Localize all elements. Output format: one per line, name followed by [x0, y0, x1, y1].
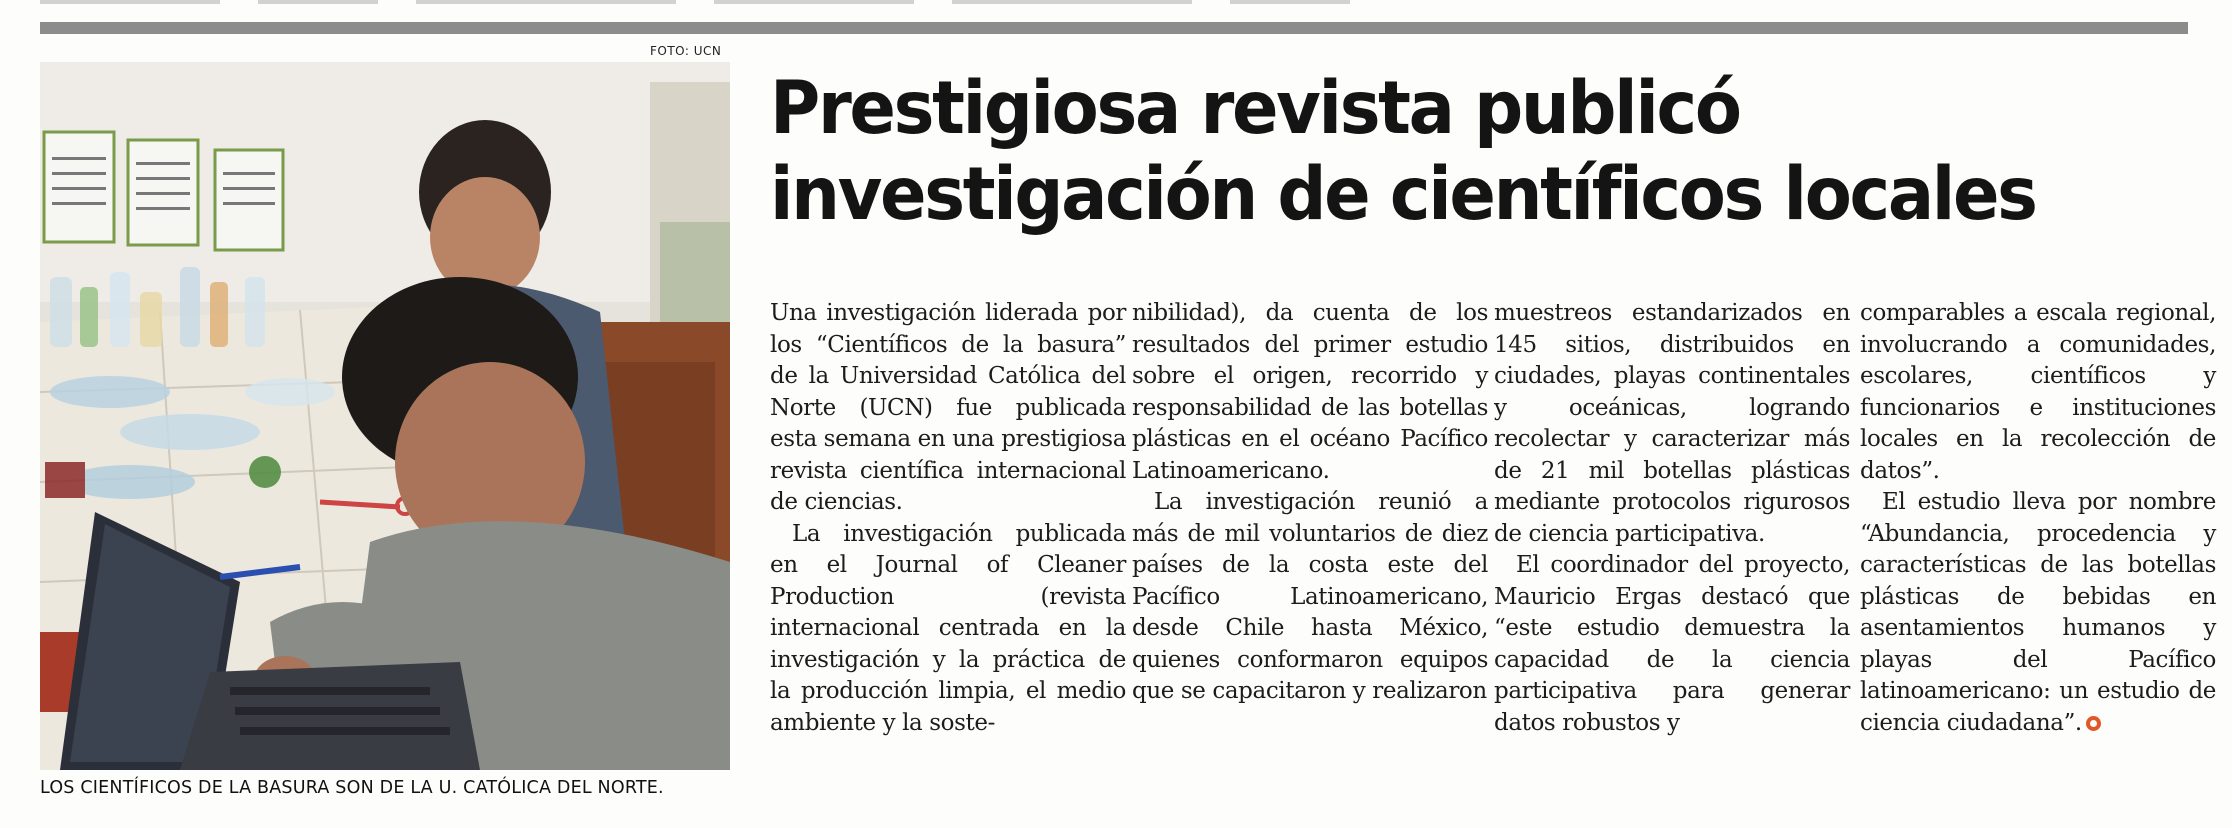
headline-line-2: investigación de científicos locales — [770, 152, 2036, 237]
previous-article-remnant — [40, 0, 2188, 6]
paragraph: La investigación reunió a más de mil voluntarios de diez países de la costa este del Pacífico Latinoamericano, desde Chile hasta México, quienes conformaron equipos que se capacitaron y realizaron — [1132, 489, 1488, 704]
paragraph: El coordinador del proyecto, Mauricio Ergas destacó que “este estudio demuestra la capacidad de la ciencia participativa para generar datos robustos y — [1494, 552, 1850, 736]
paragraph: comparables a escala regional, involucrando a comunidades, escolares, científicos y funcionarios e instituciones locales en la recolección de datos”. — [1860, 300, 2216, 484]
headline-line-1: Prestigiosa revista publicó — [770, 66, 1740, 151]
body-column-1 — [770, 298, 1126, 739]
section-rule — [40, 22, 2188, 34]
photo-credit: FOTO: UCN — [650, 44, 722, 58]
end-of-article-icon — [2086, 716, 2101, 731]
paragraph: Una investigación liderada por los “Científicos de la basura” de la Universidad Católica del Norte (UCN) fue publicada esta semana en una prestigiosa revista científica internacional de ciencias. — [770, 300, 1127, 515]
body-column-3 — [1494, 298, 1850, 739]
last-paragraph — [1860, 487, 2216, 739]
body-column-4 — [1860, 298, 2216, 739]
article-photo — [40, 62, 730, 770]
body-column-2 — [1132, 298, 1488, 708]
paragraph: La investigación publicada en el Journal of Cleaner Production (revista internacional centrada en la investigación y la práctica de la producción limpia, el medio ambiente y la soste- — [770, 520, 1126, 736]
paragraph: nibilidad), da cuenta de los resultados del primer estudio sobre el origen, recorrido y responsabilidad de las botellas plásticas en el océano Pacífico Latinoamericano. — [1132, 300, 1488, 484]
paragraph: muestreos estandarizados en 145 sitios, distribuidos en ciudades, playas continentales y oceánicas, logrando recolectar y caracterizar más de 21 mil botellas plásticas mediante protocolos rigurosos de ciencia participativa. — [1494, 300, 1850, 547]
headline — [770, 66, 2105, 238]
paragraph-text: El estudio lleva por nombre “Abundancia, procedencia y características de las botellas plásticas de bebidas en asentamientos humanos y playas del Pacífico latinoamericano: un estudio de ciencia ciudadana”. — [1860, 489, 2216, 736]
photo-caption: LOS CIENTÍFICOS DE LA BASURA SON DE LA U. CATÓLICA DEL NORTE. — [40, 778, 664, 798]
